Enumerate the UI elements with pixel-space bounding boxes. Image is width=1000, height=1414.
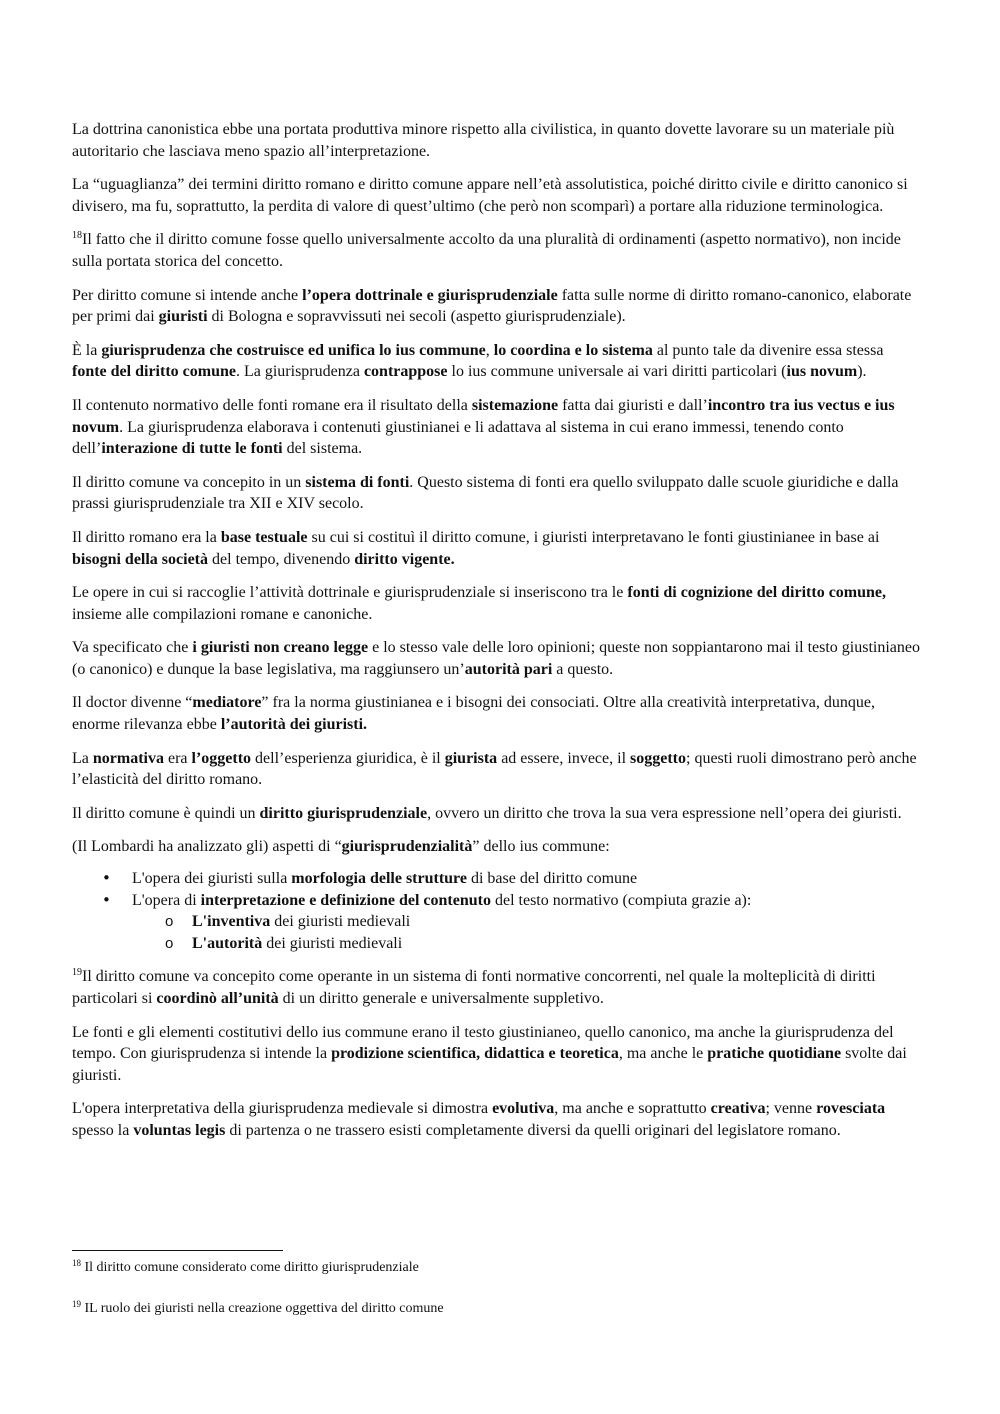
text-run: , ovvero un diritto che trova la sua vera espressione nell’opera dei giuristi.	[427, 804, 902, 822]
bold-text: evolutiva	[492, 1100, 555, 1118]
text-run: . La giurisprudenza	[235, 363, 364, 381]
bold-text: normativa	[92, 749, 164, 767]
bold-text: interpretazione e definizione del contenuto	[200, 891, 491, 909]
footnote-ref: 18	[72, 230, 82, 242]
text-run: ; venne	[765, 1100, 817, 1118]
bold-text: rovesciata	[816, 1100, 886, 1118]
bold-text: soggetto	[630, 749, 686, 767]
document-body	[72, 119, 922, 1154]
text-run: Il diritto comune è quindi un	[72, 804, 260, 822]
text-run: lo ius commune universale ai vari diritti particolari (	[447, 363, 787, 381]
footnote-18	[72, 1259, 419, 1277]
paragraph	[72, 119, 922, 162]
bullet-list	[72, 868, 922, 954]
list-item	[72, 868, 922, 890]
bold-text: incontro tra ius vectus e ius novum	[72, 396, 895, 436]
text-run: Va specificato che	[72, 639, 193, 657]
text-run: era	[163, 749, 192, 767]
text-run: al punto tale da divenire essa stessa	[652, 341, 884, 359]
text-run: Il diritto comune va concepito come operante in un sistema di fonti normative concorrenti, nel quale la molteplicità di diritti particolari si	[72, 968, 876, 1007]
text-run: . Questo sistema di fonti era quello sviluppato dalle scuole giuridiche e dalla prassi giurisprudenziale tra XII e XIV secolo.	[72, 473, 899, 513]
text-run: L'opera di	[132, 891, 201, 909]
text-run: Il diritto romano era la	[72, 528, 221, 546]
paragraphs-section-after	[72, 966, 922, 1141]
paragraph	[72, 472, 922, 515]
paragraph	[72, 527, 922, 570]
paragraph	[72, 340, 922, 383]
text-run: ad essere, invece, il	[497, 749, 631, 767]
text-run: L'opera interpretativa della giurisprudenza medievale si dimostra	[72, 1100, 493, 1118]
paragraph	[72, 803, 922, 825]
bold-text: giurista	[444, 749, 498, 767]
text-run: È la	[72, 341, 102, 359]
text-run: di Bologna e sopravvissuti nei secoli (aspetto giurisprudenziale).	[207, 308, 626, 326]
bold-text: interazione di tutte le fonti	[101, 440, 283, 458]
paragraph	[72, 748, 922, 791]
bold-text: giuristi	[158, 308, 208, 326]
bold-text: sistemazione	[471, 396, 559, 414]
text-run: svolte dai giuristi.	[72, 1045, 907, 1084]
text-run: ,	[485, 341, 494, 359]
bold-text: pratiche quotidiane	[707, 1045, 842, 1063]
bold-text: coordinò all’unità	[156, 990, 279, 1007]
text-run: . La giurisprudenza elaborava i contenuti giustinianei e li adattava al sistema in cui erano immessi, tenendo conto dell’	[72, 418, 844, 458]
bold-text: ius novum	[786, 363, 858, 381]
paragraph	[72, 285, 922, 328]
text-run: fatta sulle norme di diritto romano-canonico, elaborate per primi dai	[72, 286, 912, 326]
text-run: di partenza o ne trassero esisti completamente diversi da quelli originari del legislatore romano.	[225, 1121, 841, 1139]
text-run: La	[72, 749, 93, 767]
bold-text: lo coordina e lo sistema	[493, 341, 653, 359]
text-run: Le fonti e gli elementi costitutivi dello ius commune erano il testo giustinianeo, quello canonico, ma anche la giurisprudenza del tempo. Con giurisprudenza si intende la	[72, 1023, 894, 1063]
bold-text: l’opera dottrinale e giurisprudenziale	[302, 286, 558, 304]
text-run: ; questi ruoli dimostrano però anche l’elasticità del diritto romano.	[72, 749, 917, 789]
text-run: Le opere in cui si raccoglie l’attività dottrinale e giurisprudenziale si inseriscono tra le	[72, 584, 628, 602]
bold-text: L'inventiva	[192, 913, 271, 931]
text-run: , ma anche le	[618, 1045, 708, 1063]
paragraph	[72, 395, 922, 460]
footnote-number: 19	[72, 1299, 81, 1309]
paragraph	[72, 229, 922, 272]
text-run: dei giuristi medievali	[270, 913, 411, 931]
text-run: La dottrina canonistica ebbe una portata produttiva minore rispetto alla civilistica, in quanto dovette lavorare su un materiale più autoritario che lasciava meno spazio all’interpretazione.	[72, 121, 895, 160]
paragraph	[72, 582, 922, 625]
text-run: del sistema.	[282, 440, 363, 458]
paragraph	[72, 966, 922, 1009]
footnote-separator	[72, 1250, 283, 1251]
bold-text: prodizione scientifica, didattica e teoretica	[331, 1045, 619, 1063]
bold-text: L'autorità	[192, 934, 263, 952]
paragraphs-section	[72, 119, 922, 858]
footnote-text: IL ruolo dei giuristi nella creazione oggettiva del diritto comune	[81, 1301, 444, 1316]
text-run: L'opera dei giuristi sulla	[132, 870, 292, 888]
sub-list-item	[72, 911, 922, 933]
text-run: a questo.	[552, 660, 614, 678]
bold-text: diritto giurisprudenziale	[259, 804, 428, 822]
bold-text: giurisprudenzialità	[341, 838, 473, 856]
text-run: La “uguaglianza” dei termini diritto romano e diritto comune appare nell’età assolutistica, poiché diritto civile e diritto canonico si divisero, ma fu, soprattutto, la perdita di valore di quest’ultimo (che però non scomparì) a portare alla riduzione terminologica.	[72, 176, 908, 215]
text-run: Il contenuto normativo delle fonti romane era il risultato della	[72, 396, 472, 414]
text-run: Il doctor divenne “	[72, 694, 193, 712]
text-run: su cui si costituì il diritto comune, i giuristi interpretavano le fonti giustinianee in base ai	[307, 528, 880, 546]
bold-text: l’oggetto	[191, 749, 252, 767]
text-run: Il fatto che il diritto comune fosse quello universalmente accolto da una pluralità di ordinamenti (aspetto normativo), non incide sulla portata storica del concetto.	[72, 231, 901, 270]
paragraph	[72, 1098, 922, 1141]
text-run: e lo stesso vale delle loro opinioni; queste non soppiantarono mai il testo giustinianeo (o canonico) e dunque la base legislativa, ma raggiunsero un’	[72, 639, 920, 678]
bold-text: voluntas legis	[133, 1121, 226, 1139]
bold-text: fonte del diritto comune	[72, 363, 236, 381]
bold-text: sistema di fonti	[305, 473, 410, 491]
bold-text: giurisprudenza che costruisce ed unifica lo ius commune	[101, 341, 486, 359]
bold-text: i giuristi non creano legge	[192, 639, 369, 657]
paragraph	[72, 637, 922, 680]
paragraph	[72, 174, 922, 217]
text-run: ” dello ius commune:	[472, 838, 610, 856]
text-run: dell’esperienza giuridica, è il	[251, 749, 445, 767]
bold-text: mediatore	[192, 694, 262, 712]
bold-text: creativa	[710, 1100, 766, 1118]
text-run: (Il Lombardi ha analizzato gli) aspetti di “	[72, 838, 342, 856]
bold-text: diritto vigente.	[354, 550, 455, 568]
bold-text: autorità pari	[464, 660, 553, 678]
list-item	[72, 890, 922, 955]
bold-text: morfologia delle strutture	[291, 870, 467, 888]
text-run: Per diritto comune si intende anche	[72, 286, 303, 304]
text-run: fatta dai giuristi e dall’	[558, 396, 708, 414]
footnote-number: 18	[72, 1258, 81, 1268]
bold-text: base testuale	[220, 528, 308, 546]
paragraph	[72, 1022, 922, 1087]
text-run: del tempo, divenendo	[208, 550, 355, 568]
footnote-ref: 19	[72, 967, 82, 979]
text-run: dei giuristi medievali	[262, 934, 403, 952]
sub-list	[132, 911, 922, 954]
bold-text: l’autorità dei giuristi.	[220, 716, 368, 734]
footnote-text: Il diritto comune considerato come diritto giurisprudenziale	[81, 1260, 419, 1275]
bold-text: bisogni della società	[72, 550, 209, 568]
text-run: ” fra la norma giustinianea e i bisogni dei consociati. Oltre alla creatività interpretativa, dunque, enorme rilevanza ebbe	[72, 694, 875, 734]
sub-list-item	[72, 933, 922, 955]
footnote-19	[72, 1300, 444, 1318]
bold-text: fonti di cognizione del diritto comune,	[627, 584, 887, 602]
paragraph	[72, 692, 922, 735]
text-run: , ma anche e soprattutto	[554, 1100, 711, 1118]
text-run: di base del diritto comune	[466, 870, 638, 888]
bold-text: contrappose	[363, 363, 448, 381]
text-run: insieme alle compilazioni romane e canoniche.	[72, 605, 373, 623]
text-run: di un diritto generale e universalmente suppletivo.	[278, 990, 604, 1007]
paragraph	[72, 836, 922, 858]
text-run: del testo normativo (compiuta grazie a):	[490, 891, 752, 909]
text-run: Il diritto comune va concepito in un	[72, 473, 306, 491]
text-run: spesso la	[72, 1121, 134, 1139]
text-run: ).	[857, 363, 867, 381]
